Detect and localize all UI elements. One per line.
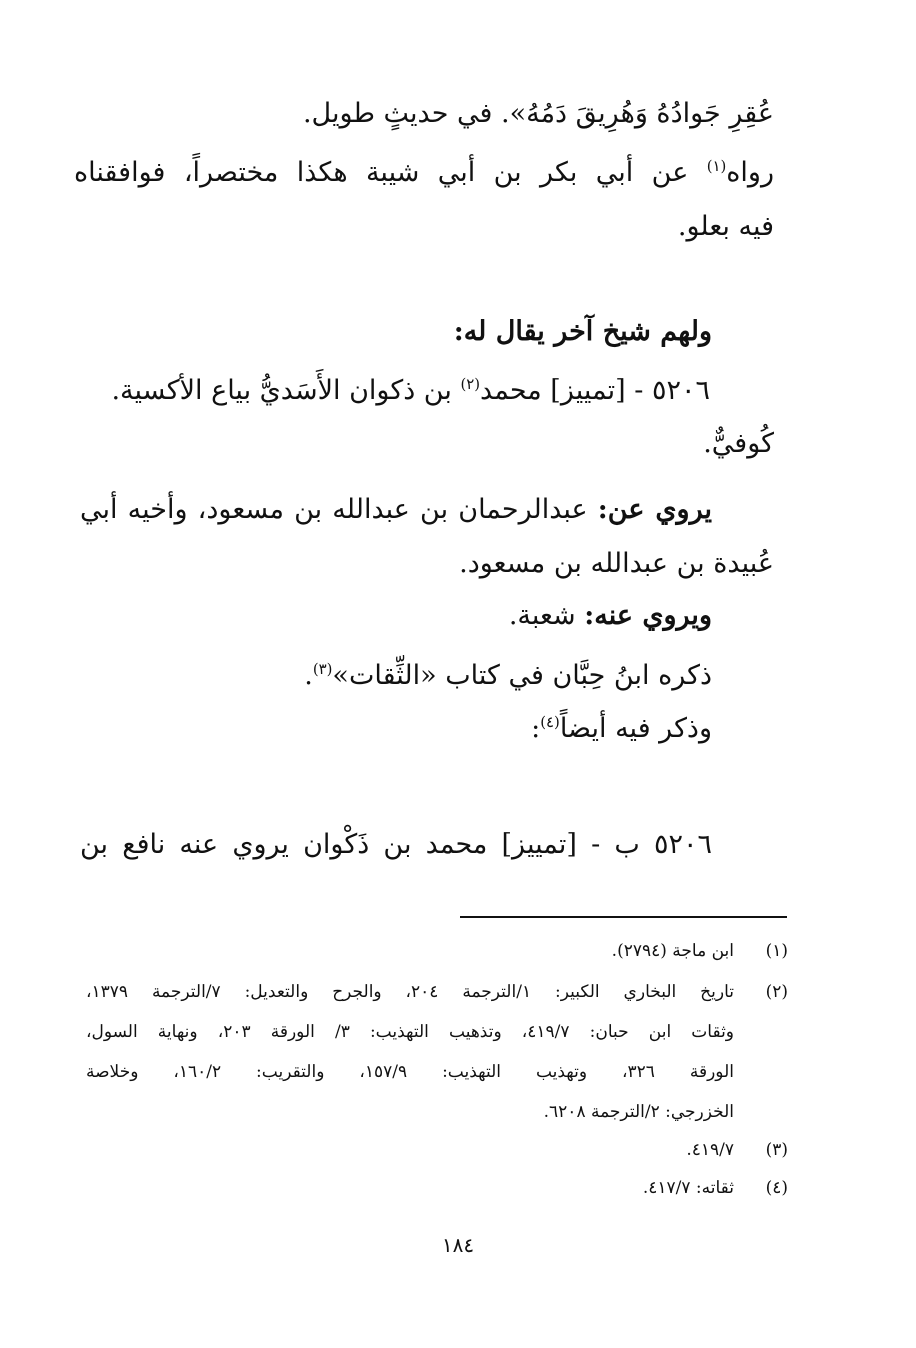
also-mentioned-line [531, 713, 712, 744]
footnote-ref-1[interactable]: (١) [706, 157, 727, 175]
footnote-divider [460, 916, 787, 918]
text-line-1: عُقِرِ جَوادُهُ وَهُرِيقَ دَمُهُ». في حديثٍ طويل. [302, 98, 774, 129]
entry-5206-start: ٥٢٠٦ - [تمييز] محمد [480, 375, 710, 406]
text-line-3: فيه بعلو. [677, 211, 774, 242]
footnote-ref-3[interactable]: (٣) [312, 660, 333, 678]
footnote-2-line-4: الخزرجي: ٢/الترجمة ٦٢٠٨. [543, 1102, 734, 1122]
narrates-from-label: يروي عن: [597, 494, 712, 525]
text-line-2 [74, 157, 774, 188]
text-line-2-start: رواه [726, 157, 774, 188]
footnote-1-number: (١) [765, 941, 788, 961]
footnote-2-line-3: الورقة ٣٢٦، وتهذيب التهذيب: ١٥٧/٩، والتقريب: ١٦٠/٢، وخلاصة [86, 1062, 734, 1082]
footnote-4-text: ثقاته: ٤١٧/٧. [642, 1178, 734, 1198]
footnote-2-line-1: تاريخ البخاري الكبير: ١/الترجمة ٢٠٤، والجرح والتعديل: ٧/الترجمة ١٣٧٩، [86, 982, 734, 1002]
ibn-hibban-line [304, 660, 712, 691]
footnote-3-number: (٣) [765, 1140, 788, 1160]
also-mentioned-end: : [531, 713, 541, 744]
text-line-2-rest: عن أبي بكر بن أبي شيبة هكذا مختصراً، فوافقناه [74, 157, 707, 188]
ibn-hibban-text: ذكره ابنُ حِبَّان في كتاب «الثِّقات» [332, 660, 712, 691]
footnote-1-text: ابن ماجة (٢٧٩٤). [611, 941, 734, 961]
entry-5206-line [111, 375, 710, 406]
narrates-from-text: عبدالرحمان بن عبدالله بن مسعود، وأخيه أبي [80, 494, 598, 525]
narrated-by-line [509, 600, 712, 631]
narrated-by-label: ويروي عنه: [584, 600, 712, 631]
ibn-hibban-end: . [304, 660, 313, 691]
also-mentioned-text: وذكر فيه أيضاً [559, 713, 712, 744]
narrates-from-continuation: عُبيدة بن عبدالله بن مسعود. [459, 548, 774, 579]
entry-5206-rest: بن ذكوان الأَسَديُّ بياع الأكسية. [111, 375, 461, 406]
footnote-3-text: ٤١٩/٧. [686, 1140, 734, 1160]
entry-5206b-line: ٥٢٠٦ ب - [تمييز] محمد بن ذَكْوان يروي عنه نافع بن [80, 829, 712, 860]
section-heading: ولهم شيخ آخر يقال له: [453, 316, 712, 347]
entry-5206-continuation: كُوفيٌّ. [703, 428, 774, 459]
footnote-2-number: (٢) [765, 982, 788, 1002]
footnote-2-line-2: وثقات ابن حبان: ٤١٩/٧، وتذهيب التهذيب: ٣/ الورقة ٢٠٣، ونهاية السول، [86, 1022, 735, 1042]
footnote-ref-4[interactable]: (٤) [540, 713, 560, 731]
footnote-ref-2[interactable]: (٢) [460, 375, 481, 393]
narrates-from-line [80, 494, 712, 525]
footnote-4-number: (٤) [765, 1178, 788, 1198]
page-number: ١٨٤ [441, 1233, 475, 1257]
narrated-by-text: شعبة. [508, 600, 585, 631]
